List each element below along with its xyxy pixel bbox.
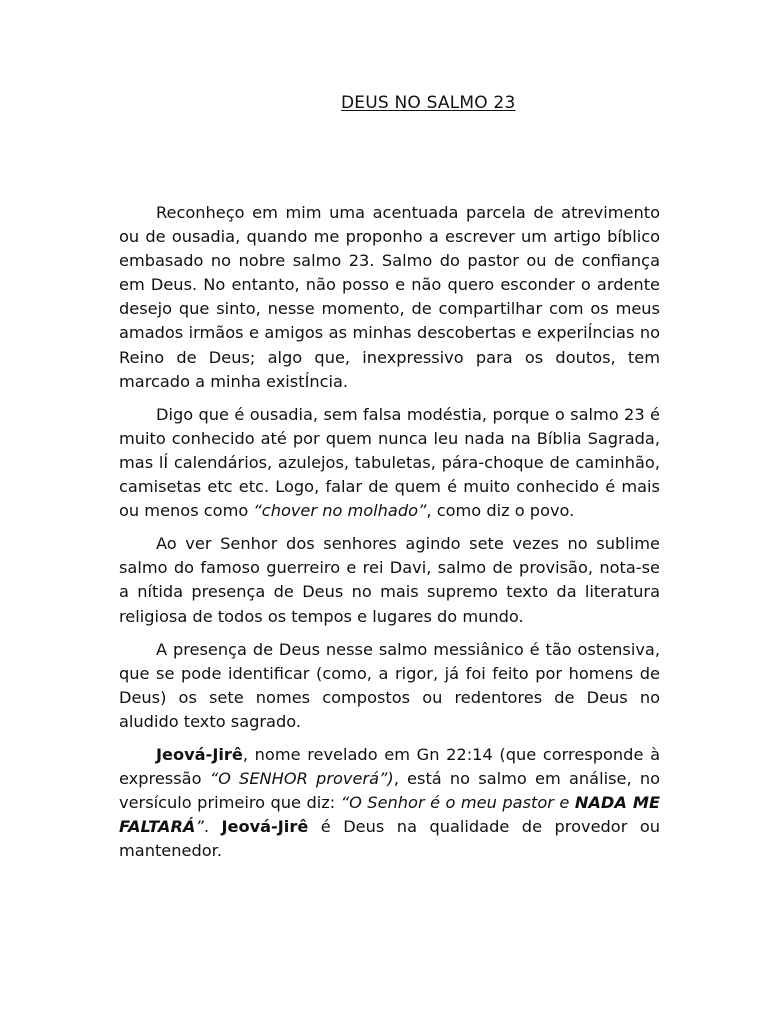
- paragraph-2: [119, 403, 660, 523]
- paragraph-5-bold-italic: NADA ME FALTARÁ: [119, 793, 661, 837]
- paragraph-5-text-3: .: [203, 817, 222, 837]
- document-title: DEUS NO SALMO 23: [341, 93, 516, 113]
- paragraph-2-text-end: , como diz o povo.: [426, 501, 575, 521]
- paragraph-5: [119, 743, 660, 863]
- paragraph-2-text: Digo que é ousadia, sem falsa modéstia, porque o salmo 23 é muito conhecido até por quem nunca leu nada na Bíblia Sagrada, mas lÍ calendários, azulejos, tabuletas, pára-choque de caminhão, camisetas etc etc. Logo, falar de quem é muito conhecido é mais ou menos como: [119, 404, 660, 521]
- paragraph-5-italic-3: ”: [195, 817, 204, 837]
- paragraph-3: Ao ver Senhor dos senhores agindo sete vezes no sublime salmo do famoso guerreiro e rei Davi, salmo de provisão, nota-se a nítida presença de Deus no mais supremo texto da literatura religiosa de todos os tempos e lugares do mundo.: [119, 534, 660, 626]
- paragraph-5-text-2: , está no salmo em análise, no versículo primeiro que diz:: [119, 769, 661, 813]
- paragraph-5-bold-name: Jeová-Jirê: [156, 744, 243, 764]
- paragraph-5-italic-2: “O Senhor é o meu pastor e: [340, 793, 575, 813]
- paragraph-5-italic-1: “O SENHOR proverá”): [209, 769, 394, 789]
- paragraph-2-italic-quote: “chover no molhado”: [253, 501, 427, 521]
- paragraph-5-text-4: é Deus na qualidade de provedor ou mantenedor.: [119, 817, 660, 861]
- paragraph-5-text-1: , nome revelado em Gn 22:14 (que corresponde à expressão: [119, 744, 660, 789]
- paragraph-1: Reconheço em mim uma acentuada parcela de atrevimento ou de ousadia, quando me proponho a escrever um artigo bíblico embasado no nobre salmo 23. Salmo do pastor ou de confiança em Deus. No entanto, não posso e não quero esconder o ardente desejo que sinto, nesse momento, de compartilhar com os meus amados irmãos e amigos as minhas descobertas e experiÍncias no Reino de Deus; algo que, inexpressivo para os doutos, tem marcado a minha existÍncia.: [119, 203, 660, 391]
- paragraph-5-bold-name-2: Jeová-Jirê: [221, 817, 309, 837]
- document-body: [119, 201, 660, 863]
- paragraph-4: A presença de Deus nesse salmo messiânico é tão ostensiva, que se pode identificar (como, a rigor, já foi feito por homens de Deus) os sete nomes compostos ou redentores de Deus no aludido texto sagrado.: [119, 639, 660, 731]
